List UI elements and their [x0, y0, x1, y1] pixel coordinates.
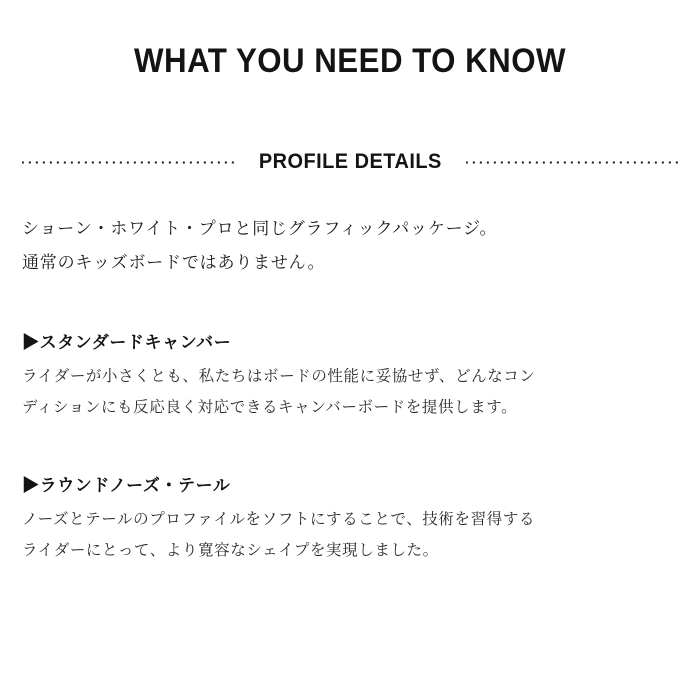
feature-body-round-nose-tail [22, 504, 678, 566]
feature-title-text-camber: スタンダードキャンバー [39, 333, 232, 352]
feature-block-camber [22, 328, 678, 423]
triangle-marker-icon: ▶ [22, 333, 40, 352]
feature-body-camber [22, 361, 678, 423]
feature-body-round-nose-tail-line-1: ノーズとテールのプロファイルをソフトにすることで、技術を習得する [22, 511, 536, 528]
feature-title-text-round-nose-tail: ラウンドノーズ・テール [39, 476, 231, 495]
triangle-marker-icon-2: ▶ [22, 476, 40, 495]
section-header [22, 150, 678, 174]
feature-block-round-nose-tail [22, 471, 678, 566]
dotted-rule-left [22, 161, 234, 164]
feature-body-camber-line-2: ディションにも反応良く対応できるキャンバーボードを提供します。 [22, 399, 518, 416]
feature-title-camber [22, 328, 678, 353]
feature-body-round-nose-tail-line-2: ライダーにとって、より寛容なシェイプを実現しました。 [22, 542, 439, 559]
intro-line-2: 通常のキッズボードではありません。 [22, 253, 326, 272]
section-title: PROFILE DETAILS [258, 150, 442, 173]
page-title: WHAT YOU NEED TO KNOW [134, 42, 566, 80]
dotted-rule-right [466, 161, 678, 164]
content-area [22, 212, 678, 566]
feature-title-round-nose-tail [22, 471, 678, 496]
feature-body-camber-line-1: ライダーが小さくとも、私たちはボードの性能に妥協せず、どんなコン [22, 368, 536, 385]
intro-line-1: ショーン・ホワイト・プロと同じグラフィックパッケージ。 [22, 219, 498, 238]
